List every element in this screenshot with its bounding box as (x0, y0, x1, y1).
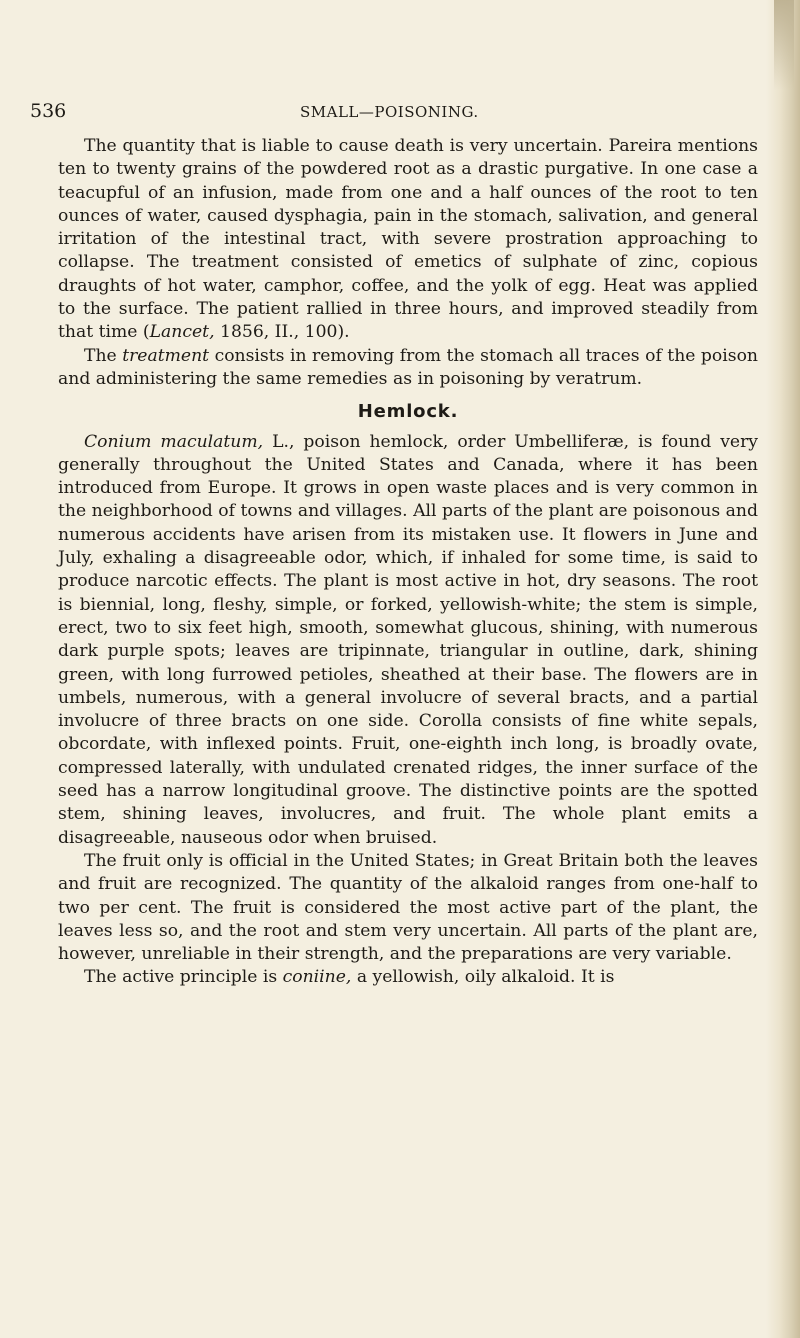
alkaloid-name: coniine, (282, 967, 352, 988)
page-header (30, 100, 750, 126)
paragraph-quantity-text: The quantity that is liable to cause death is very uncertain. Pareira mentions ten to twenty grains of the powdered root as a drastic purgative. In one case a teacupful of an infusion, made from one and a half ounces of the root to ten ounces of water, caused dysphagia, pain in the stomach, salivation, and general irritation of the intestinal tract, with severe prostration approaching to collapse. The treatment consisted of emetics of sulphate of zinc, copious draughts of hot water, camphor, coffee, and the yolk of egg. Heat was applied to the surface. The patient rallied in three hours, and improved steadily from that time ( (58, 136, 758, 343)
treatment-intro: The (84, 345, 123, 366)
active-principle-intro: The active principle is (84, 967, 283, 988)
page-number: 536 (30, 100, 67, 122)
running-head: SMALL—POISONING. (300, 103, 479, 121)
page-edge-shadow (766, 0, 800, 1338)
page-fold-mark (774, 0, 794, 90)
treatment-term: treatment (122, 345, 210, 366)
citation-details: 1856, II., 100). (214, 322, 350, 343)
species-name: Conium maculatum, (84, 431, 264, 452)
paragraph-quantity (58, 135, 758, 345)
paragraph-fruit: The fruit only is official in the United States; in Great Britain both the leaves and fruit are recognized. The quantity of the alkaloid ranges from one-half to two per cent. The fruit is considered the most active part of the plant, the leaves less so, and the root and stem very uncertain. All parts of the plant are, however, unreliable in their strength, and the preparations are very variable. (58, 850, 758, 965)
paragraph-hemlock-description (58, 431, 758, 850)
paragraph-active-principle (58, 966, 758, 989)
active-principle-text: a yellowish, oily alkaloid. It is (351, 967, 615, 988)
hemlock-description-text: L., poison hemlock, order Umbelliferæ, is found very generally throughout the United States and Canada, where it has been introduced from Europe. It grows in open waste places and is very common in the neighborhood of towns and villages. All parts of the plant are poisonous and numerous accidents have arisen from its mistaken use. It flowers in June and July, exhaling a disagreeable odor, which, if inhaled for some time, is said to produce narcotic effects. The plant is most active in hot, dry seasons. The root is biennial, long, fleshy, simple, or forked, yellowish-white; the stem is simple, erect, two to six feet high, smooth, somewhat glucous, shining, with numerous dark purple spots; leaves are tripinnate, triangular in outline, dark, shining green, with long furrowed petioles, sheathed at their base. The flowers are in umbels, numerous, with a general involucre of several bracts, and a partial involucre of three bracts on one side. Corolla consists of fine white sepals, obcordate, with inflexed points. Fruit, one-eighth inch long, is broadly ovate, compressed laterally, with undulated crenated ridges, the inner surface of the seed has a narrow longitudinal groove. The distinctive points are the spotted stem, shining leaves, involucres, and fruit. The whole plant emits a disagreeable, nauseous odor when bruised. (58, 431, 759, 848)
body-text (58, 135, 758, 990)
section-heading-hemlock: Hemlock. (357, 401, 459, 423)
treatment-text: consists in removing from the stomach all traces of the poison and administering the same remedies as in poisoning by veratrum. (58, 345, 758, 389)
paragraph-treatment (58, 345, 758, 392)
citation-lancet: Lancet, (149, 322, 215, 343)
